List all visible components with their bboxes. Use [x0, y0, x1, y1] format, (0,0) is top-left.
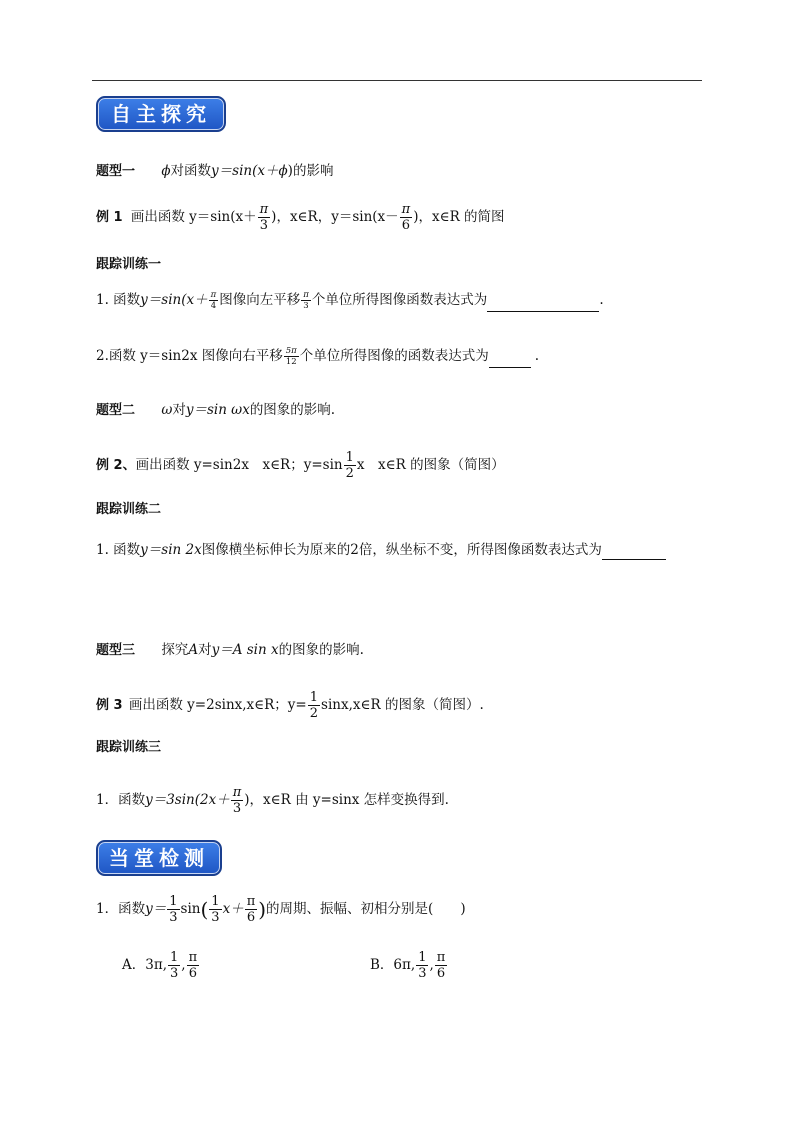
- example3-line: [96, 688, 484, 723]
- type1-phi-in-formula: ϕ: [278, 163, 288, 179]
- fraction-numerator: π: [303, 289, 309, 300]
- type1-text-b: 的影响: [292, 163, 334, 179]
- test-option-a[interactable]: [122, 948, 200, 982]
- fraction-denominator: 6: [401, 218, 411, 233]
- option-a-sep: ,: [181, 957, 186, 973]
- type3-var-a: A: [188, 642, 199, 658]
- fraction-numerator: 1: [169, 894, 178, 909]
- track3-q1-text-a: 1．函数: [96, 792, 146, 808]
- type3-text-a: 探究: [161, 642, 189, 658]
- track1-q1-formula: y＝sin(x＋: [140, 292, 208, 308]
- track1-question2: [96, 344, 539, 368]
- track2-q1-text-a: 1. 函数: [96, 542, 141, 558]
- example2-line: [96, 448, 505, 483]
- track1-q2-end: .: [534, 348, 540, 364]
- fraction-denominator: 12: [285, 357, 297, 367]
- track1-heading: 跟踪训练一: [96, 257, 162, 272]
- example3-text-a: 画出函数 y=2sinx,x∈R；y=: [128, 697, 307, 713]
- example2-text-b: x x∈R 的图象（简图）: [356, 457, 505, 473]
- answer-blank[interactable]: [602, 545, 666, 560]
- example1-text-c: )，x∈R 的简图: [413, 209, 505, 225]
- option-b-sep: ,: [429, 957, 434, 973]
- test-q1-x: x＋: [222, 901, 244, 917]
- fraction-denominator: 3: [232, 801, 242, 816]
- track1-q1-end: .: [599, 292, 604, 308]
- header-rule: [92, 80, 702, 81]
- fraction-denominator: 3: [211, 910, 220, 925]
- type1-formula-a: y＝sin(x＋: [211, 163, 279, 179]
- track2-q1-formula: y＝sin 2x: [140, 542, 202, 558]
- track3-q1-formula: y＝3sin(2x＋: [145, 792, 230, 808]
- track1-q2-text-a: 2.函数 y＝sin2x 图像向右平移: [96, 348, 283, 364]
- fraction-numerator: 1: [345, 450, 354, 465]
- example1-line: [96, 200, 505, 235]
- type1-text-a: 对函数: [170, 163, 212, 179]
- test-q1-fraction-2: [209, 895, 221, 924]
- fraction-denominator: 3: [303, 301, 309, 311]
- fraction-numerator: 1: [309, 690, 319, 705]
- track3-q1-text-b: )，x∈R 由 y=sinx 怎样变换得到.: [244, 792, 449, 808]
- track3-q1-fraction: [231, 786, 244, 815]
- type3-heading: 题型三: [96, 643, 136, 658]
- fraction-denominator: 3: [170, 966, 179, 981]
- example1-fraction-2: [400, 203, 413, 232]
- track1-q1-text-c: 个单位所得图像函数表达式为: [311, 292, 488, 308]
- type3-text-b: 对: [198, 642, 212, 658]
- fraction-numerator: π: [401, 202, 411, 217]
- fraction-numerator: 5π: [285, 345, 297, 356]
- type3-text-c: 的图象的影响.: [278, 642, 364, 658]
- track2-question1: [96, 540, 666, 560]
- test-q1-sin: sin: [180, 901, 201, 917]
- option-a-fraction-1: [168, 951, 180, 980]
- fraction-numerator: 1: [170, 950, 179, 965]
- section-badge-self-study: 自主探究: [96, 96, 226, 132]
- track1-q1-text-a: 1. 函数: [96, 292, 141, 308]
- fraction-denominator: 6: [436, 966, 446, 981]
- track2-heading: 跟踪训练二: [96, 502, 162, 517]
- fraction-numerator: 1: [211, 894, 220, 909]
- example2-label: 例 2、: [96, 458, 136, 473]
- answer-blank[interactable]: [487, 297, 599, 312]
- track2-q1-text-b: 图像横坐标伸长为原来的2倍，纵坐标不变，所得图像函数表达式为: [201, 542, 602, 558]
- fraction-numerator: π: [246, 894, 256, 909]
- option-b-fraction-1: [416, 951, 428, 980]
- example1-text-b: )，x∈R，y＝sin(x－: [271, 209, 399, 225]
- fraction-numerator: π: [232, 785, 242, 800]
- type3-formula: y＝A sin x: [211, 642, 279, 658]
- track1-q1-text-b: 图像向左平移: [219, 292, 301, 308]
- example2-text-a: 画出函数 y=sin2x x∈R；y=sin: [135, 457, 343, 473]
- test-q1-fraction-3: [245, 895, 258, 924]
- type2-formula: y＝sin ωx: [185, 402, 250, 418]
- test-question1: [96, 892, 466, 927]
- fraction-denominator: 6: [188, 966, 197, 981]
- fraction-denominator: 3: [169, 910, 178, 925]
- track1-q2-fraction: [284, 347, 299, 367]
- fraction-denominator: 2: [345, 466, 354, 481]
- track1-question1: [96, 288, 604, 312]
- type2-text-b: 的图象的影响.: [249, 402, 336, 418]
- fraction-denominator: 3: [418, 966, 427, 981]
- section-badge-class-test: 当堂检测: [96, 840, 222, 876]
- track1-q1-fraction-1: [209, 291, 219, 311]
- type3-heading-line: [96, 640, 364, 661]
- example3-label: 例 3: [96, 698, 123, 713]
- right-paren: ): [258, 897, 267, 922]
- example1-text-a: 画出函数 y＝sin(x＋: [130, 209, 257, 225]
- answer-blank[interactable]: [489, 353, 531, 368]
- fraction-numerator: π: [188, 950, 198, 965]
- fraction-numerator: π: [436, 950, 446, 965]
- example1-label: 例 1: [96, 210, 123, 225]
- test-q1-fraction-1: [167, 895, 179, 924]
- type2-text-a: 对: [172, 402, 186, 418]
- type1-heading-line: [96, 161, 333, 182]
- test-option-b[interactable]: [370, 948, 448, 982]
- fraction-numerator: 1: [418, 950, 427, 965]
- test-q1-y: y＝: [145, 901, 167, 917]
- option-b-label: B．6π,: [370, 957, 416, 973]
- example3-text-b: sinx,x∈R 的图象（简图）.: [321, 697, 484, 713]
- fraction-numerator: π: [259, 202, 269, 217]
- type2-heading-line: [96, 400, 335, 421]
- type1-formula-b: ): [287, 163, 293, 179]
- left-paren: (: [200, 897, 209, 922]
- fraction-denominator: 2: [309, 706, 319, 721]
- fraction-numerator: π: [210, 289, 217, 300]
- track1-q1-fraction-2: [301, 291, 311, 311]
- track1-q2-text-b: 个单位所得图像的函数表达式为: [299, 348, 489, 364]
- example3-fraction: [308, 691, 320, 720]
- fraction-denominator: 6: [246, 910, 256, 925]
- test-q1-text-b: 的周期、振幅、初相分别是( ): [266, 901, 466, 917]
- type2-heading: 题型二: [96, 403, 136, 418]
- track3-question1: [96, 783, 449, 817]
- example1-fraction-1: [258, 203, 271, 232]
- example2-fraction: [344, 451, 356, 480]
- omega-symbol: ω: [161, 402, 173, 418]
- fraction-denominator: 4: [210, 301, 217, 311]
- type1-heading: 题型一: [96, 164, 136, 179]
- option-b-fraction-2: [435, 951, 448, 980]
- option-a-fraction-2: [187, 951, 200, 980]
- track3-heading: 跟踪训练三: [96, 740, 162, 755]
- phi-symbol: ϕ: [161, 163, 171, 179]
- option-a-label: A．3π,: [122, 957, 168, 973]
- fraction-denominator: 3: [259, 218, 269, 233]
- test-q1-text-a: 1．函数: [96, 901, 146, 917]
